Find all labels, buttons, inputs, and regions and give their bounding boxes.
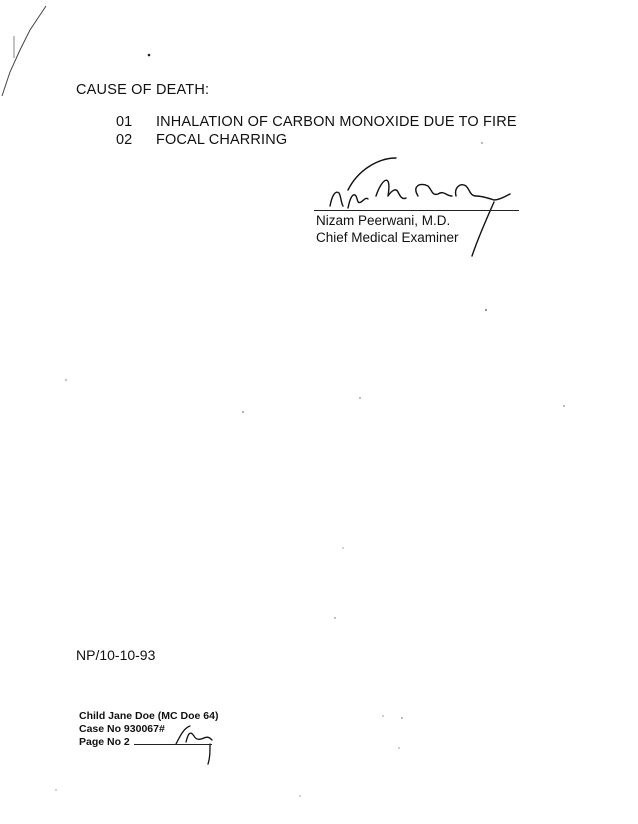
cause-item-number: 01: [116, 114, 133, 130]
footer-initials-signature: [176, 726, 212, 764]
cause-item-text: INHALATION OF CARBON MONOXIDE DUE TO FIRE: [156, 114, 517, 130]
examiner-title: Chief Medical Examiner: [316, 230, 459, 245]
footer-case-title: Child Jane Doe (MC Doe 64): [79, 710, 219, 722]
examiner-name: Nizam Peerwani, M.D.: [316, 213, 451, 228]
footer-page-number: Page No 2: [79, 736, 130, 748]
footer-page-underline: [134, 744, 212, 745]
cause-item-number: 02: [116, 132, 133, 148]
footer-case-number: Case No 930067#: [79, 723, 165, 735]
signature-line: [314, 210, 519, 211]
cause-of-death-heading: CAUSE OF DEATH:: [76, 82, 210, 98]
scan-speck: [148, 54, 151, 57]
initials-date: NP/10-10-93: [76, 647, 156, 663]
scan-edge-mark: [2, 6, 46, 96]
cause-item-text: FOCAL CHARRING: [156, 132, 288, 148]
